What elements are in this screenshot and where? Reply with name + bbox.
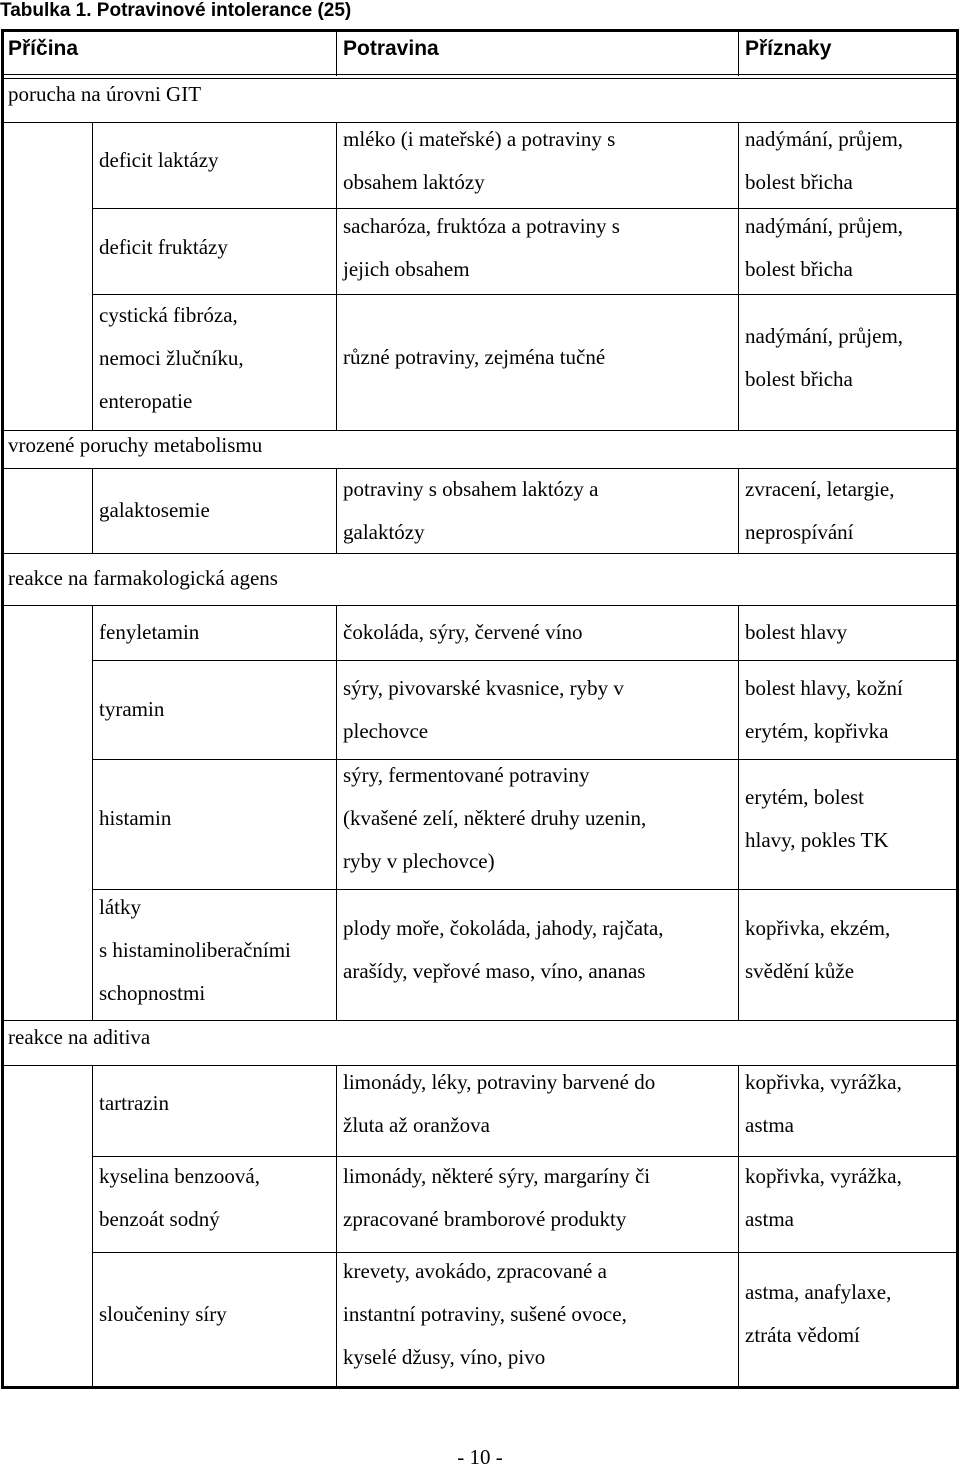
header-rule <box>1 78 959 79</box>
row-rule <box>92 294 959 295</box>
cause-cell: látky s histaminoliberačními schopnostmi <box>99 895 291 1005</box>
section-title: porucha na úrovni GIT <box>8 82 202 106</box>
symptoms-cell: nadýmání, průjem, bolest břicha <box>745 214 904 281</box>
cause-cell: histamin <box>99 806 172 830</box>
column-rule <box>336 30 337 76</box>
table-border <box>1 29 959 32</box>
column-rule <box>738 1065 739 1387</box>
row-rule <box>92 1156 959 1157</box>
table-border <box>956 29 959 1389</box>
food-cell: sacharóza, fruktóza a potraviny s jejich obsahem <box>343 214 620 281</box>
column-rule <box>738 468 739 553</box>
column-rule <box>336 468 337 553</box>
row-rule <box>92 889 959 890</box>
food-cell: limonády, léky, potraviny barvené do žluta až oranžova <box>343 1070 656 1137</box>
column-rule <box>336 1065 337 1387</box>
header-rule <box>1 74 959 75</box>
cause-cell: tyramin <box>99 697 165 721</box>
column-rule <box>92 122 93 430</box>
column-rule <box>738 30 739 76</box>
cause-cell: deficit fruktázy <box>99 235 228 259</box>
cause-cell: deficit laktázy <box>99 148 219 172</box>
page-number: - 10 - <box>457 1445 503 1469</box>
cause-cell: galaktosemie <box>99 498 210 522</box>
food-cell: mléko (i mateřské) a potraviny s obsahem laktózy <box>343 127 616 194</box>
column-rule <box>738 122 739 430</box>
header-cause: Příčina <box>8 37 79 60</box>
column-rule <box>336 605 337 1020</box>
section-title: reakce na farmakologická agens <box>8 566 278 590</box>
section-title: reakce na aditiva <box>8 1025 151 1049</box>
cause-cell: sloučeniny síry <box>99 1302 227 1326</box>
row-rule <box>1 553 959 554</box>
column-rule <box>738 605 739 1020</box>
food-cell: sýry, pivovarské kvasnice, ryby v plechovce <box>343 676 624 743</box>
table-border <box>1 29 4 1389</box>
row-rule <box>1 1020 959 1021</box>
symptoms-cell: bolest hlavy <box>745 620 848 644</box>
cause-cell: kyselina benzoová, benzoát sodný <box>99 1164 260 1231</box>
table-border <box>1 1386 959 1389</box>
food-cell: limonády, některé sýry, margaríny či zpracované bramborové produkty <box>343 1164 651 1231</box>
symptoms-cell: kopřivka, ekzém, svědění kůže <box>745 916 891 983</box>
column-rule <box>92 468 93 553</box>
row-rule <box>1 1065 959 1066</box>
symptoms-cell: nadýmání, průjem, bolest břicha <box>745 127 904 194</box>
row-rule <box>92 660 959 661</box>
symptoms-cell: erytém, bolest hlavy, pokles TK <box>745 785 889 852</box>
row-rule <box>1 122 959 123</box>
food-cell: sýry, fermentované potraviny (kvašené zelí, některé druhy uzenin, ryby v plechovce) <box>343 763 647 873</box>
cause-cell: cystická fibróza, nemoci žlučníku, enteropatie <box>99 303 244 413</box>
symptoms-cell: zvracení, letargie, neprospívání <box>745 477 895 544</box>
symptoms-cell: astma, anafylaxe, ztráta vědomí <box>745 1280 892 1347</box>
header-food: Potravina <box>343 37 439 60</box>
row-rule <box>92 759 959 760</box>
row-rule <box>1 430 959 431</box>
row-rule <box>92 1252 959 1253</box>
row-rule <box>92 208 959 209</box>
food-cell: krevety, avokádo, zpracované a instantní potraviny, sušené ovoce, kyselé džusy, víno, pivo <box>343 1259 627 1369</box>
food-cell: plody moře, čokoláda, jahody, rajčata, arašídy, vepřové maso, víno, ananas <box>343 916 664 983</box>
header-symptoms: Příznaky <box>745 37 832 60</box>
column-rule <box>92 1065 93 1387</box>
symptoms-cell: kopřivka, vyrážka, astma <box>745 1070 902 1137</box>
symptoms-cell: kopřivka, vyrážka, astma <box>745 1164 902 1231</box>
row-rule <box>1 468 959 469</box>
symptoms-cell: nadýmání, průjem, bolest břicha <box>745 324 904 391</box>
food-cell: potraviny s obsahem laktózy a galaktózy <box>343 477 599 544</box>
row-rule <box>1 605 959 606</box>
table-caption: Tabulka 1. Potravinové intolerance (25) <box>0 0 352 21</box>
column-rule <box>92 605 93 1020</box>
symptoms-cell: bolest hlavy, kožní erytém, kopřivka <box>745 676 903 743</box>
section-title: vrozené poruchy metabolismu <box>8 433 263 457</box>
cause-cell: tartrazin <box>99 1091 169 1115</box>
column-rule <box>336 122 337 430</box>
food-cell: různé potraviny, zejména tučné <box>343 345 606 369</box>
cause-cell: fenyletamin <box>99 620 200 644</box>
food-cell: čokoláda, sýry, červené víno <box>343 620 583 644</box>
